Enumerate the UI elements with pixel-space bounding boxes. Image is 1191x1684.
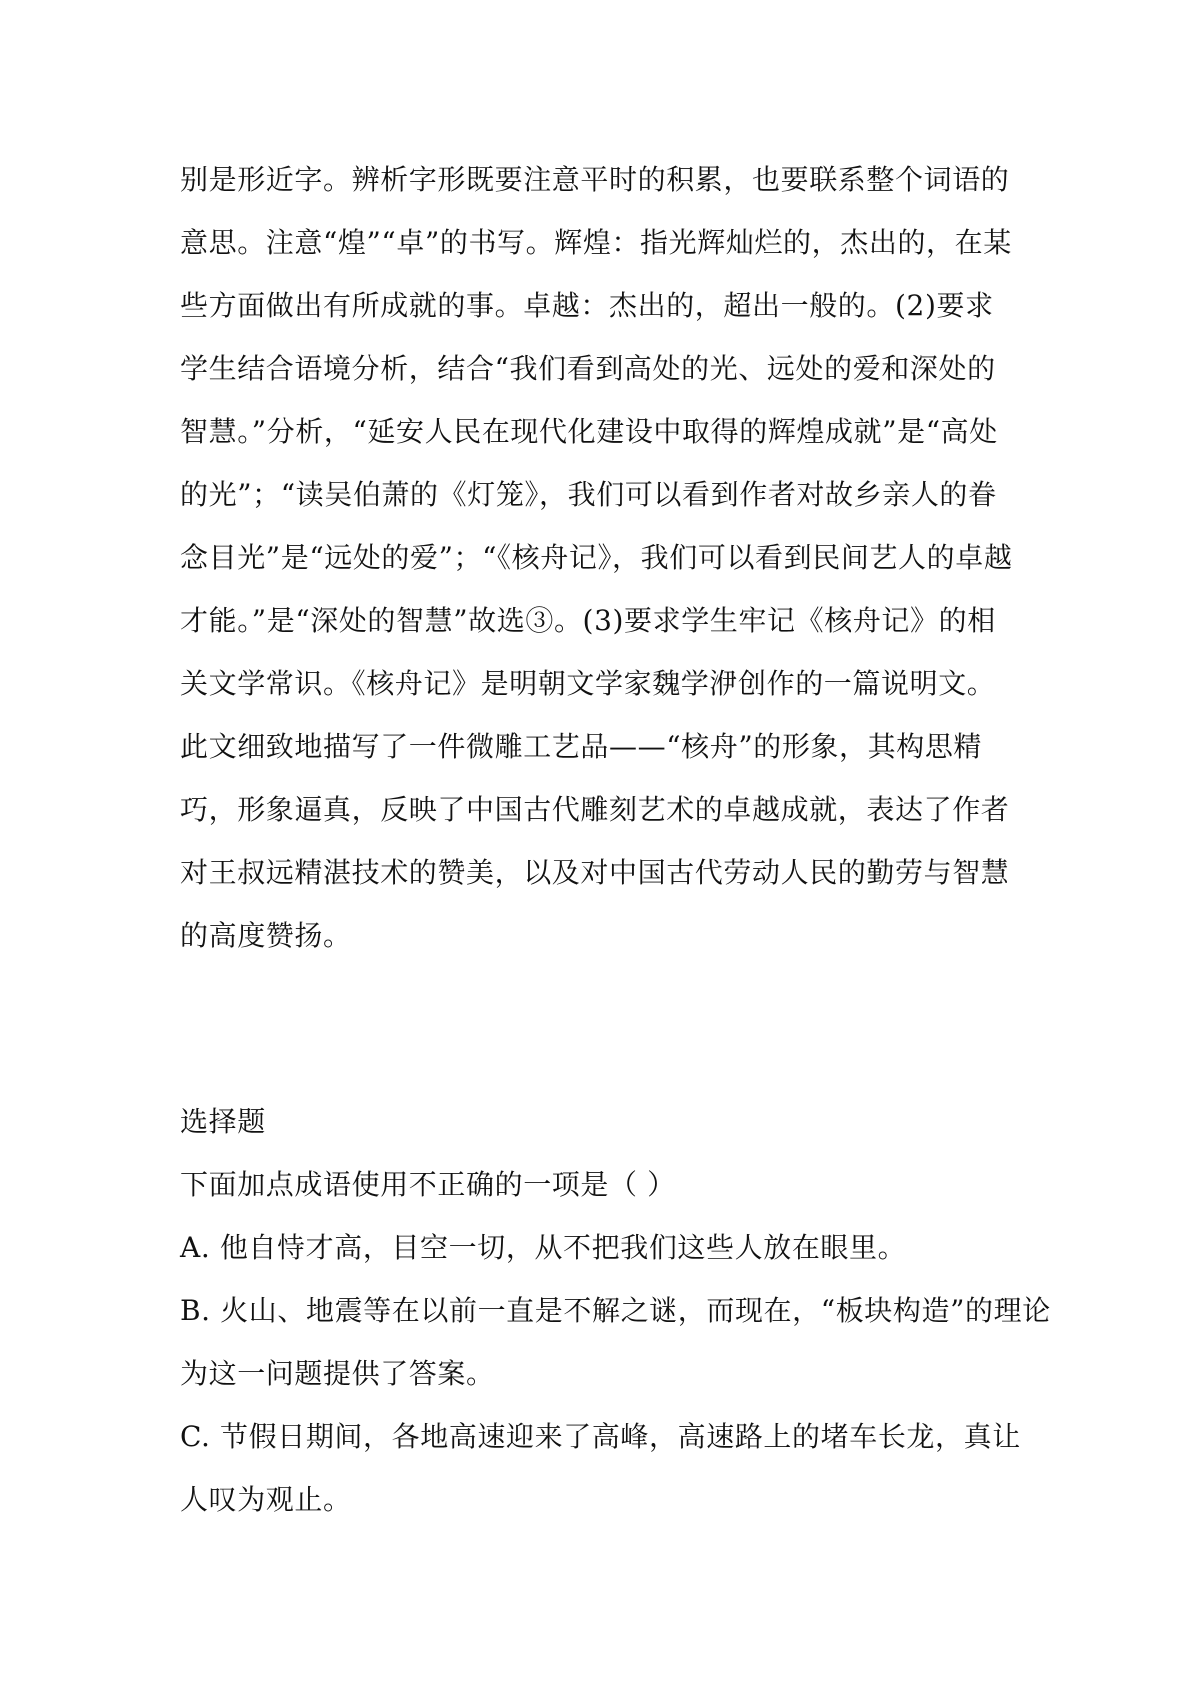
option-c-continuation: 人叹为观止。 [180, 1483, 352, 1516]
option-c: C. 节假日期间，各地高速迎来了高峰，高速路上的堵车长龙，真让 [180, 1420, 1021, 1453]
answer-explanation [180, 148, 1020, 967]
question-type-label: 选择题 [180, 1105, 266, 1138]
option-b: B. 火山、地震等在以前一直是不解之谜，而现在，“板块构造”的理论 [180, 1294, 1051, 1327]
explanation-paragraph: 别是形近字。辨析字形既要注意平时的积累，也要联系整个词语的意思。注意“煌”“卓”的书写。辉煌：指光辉灿烂的，杰出的，在某些方面做出有所成就的事。卓越：杰出的，超出一般的。(2)要求学生结合语境分析，结合“我们看到高处的光、远处的爱和深处的智慧。”分析，“延安人民在现代化建设中取得的辉煌成就”是“高处的光”；“读吴伯萧的《灯笼》，我们可以看到作者对故乡亲人的眷念目光”是“远处的爱”；“《核舟记》，我们可以看到民间艺人的卓越才能。”是“深处的智慧”故选③。(3)要求学生牢记《核舟记》的相关文学常识。《核舟记》是明朝文学家魏学洢创作的一篇说明文。此文细致地描写了一件微雕工艺品——“核舟”的形象，其构思精巧，形象逼真，反映了中国古代雕刻艺术的卓越成就，表达了作者对王叔远精湛技术的赞美，以及对中国古代劳动人民的勤劳与智慧的高度赞扬。 [180, 163, 1013, 952]
multiple-choice-question [180, 1090, 1051, 1531]
option-b-continuation: 为这一问题提供了答案。 [180, 1357, 495, 1390]
option-a: A. 他自恃才高，目空一切，从不把我们这些人放在眼里。 [180, 1231, 907, 1264]
question-stem: 下面加点成语使用不正确的一项是（ ） [180, 1168, 676, 1201]
